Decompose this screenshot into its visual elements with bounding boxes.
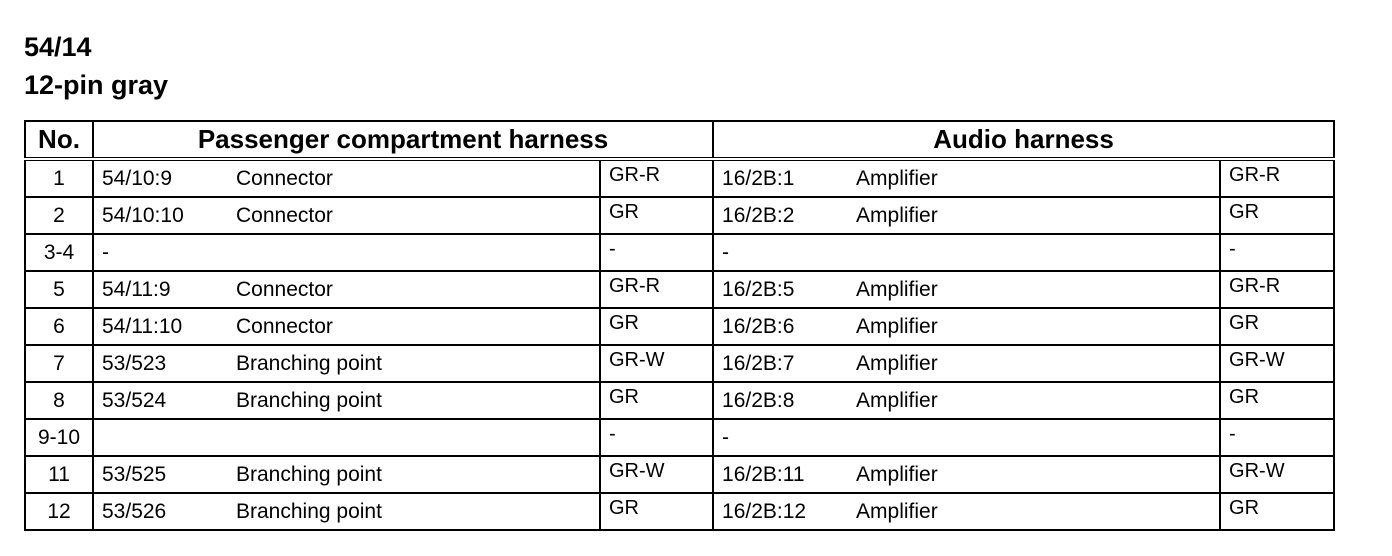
table-row	[25, 308, 1334, 345]
audio-harness-ref-cell: 16/2B:12	[713, 493, 848, 530]
audio-harness-desc-cell: Amplifier	[848, 345, 1220, 382]
passenger-harness-desc-cell: Connector	[228, 271, 600, 308]
passenger-harness-color-cell	[600, 382, 713, 419]
wire-color-text: GR-W	[609, 349, 665, 371]
passenger-harness-ref-cell: -	[93, 234, 228, 271]
passenger-harness-ref-cell: 54/11:9	[93, 271, 228, 308]
passenger-harness-desc-cell: Connector	[228, 159, 600, 197]
passenger-harness-color-cell	[600, 159, 713, 197]
passenger-harness-color-cell	[600, 493, 713, 530]
passenger-harness-ref-cell: 53/525	[93, 456, 228, 493]
passenger-harness-ref-cell: 53/524	[93, 382, 228, 419]
pin-number-cell: 5	[25, 271, 93, 308]
audio-harness-desc-cell: Amplifier	[848, 382, 1220, 419]
audio-harness-color-cell	[1220, 159, 1334, 197]
wire-color-text: GR-R	[609, 275, 661, 297]
audio-harness-color-cell	[1220, 234, 1334, 271]
audio-harness-ref-cell: 16/2B:5	[713, 271, 848, 308]
passenger-harness-color-cell	[600, 197, 713, 234]
wire-color-text: GR	[609, 201, 639, 223]
audio-harness-desc-cell: Amplifier	[848, 271, 1220, 308]
passenger-harness-color-cell	[600, 234, 713, 271]
header-no: No.	[25, 121, 93, 159]
wire-color-text: GR-R	[609, 164, 661, 186]
passenger-harness-desc-cell	[228, 419, 600, 456]
audio-harness-desc-cell	[848, 234, 1220, 271]
passenger-harness-color-cell	[600, 345, 713, 382]
pin-number-cell: 6	[25, 308, 93, 345]
wire-color-text: GR	[1229, 312, 1260, 334]
audio-harness-desc-cell: Amplifier	[848, 197, 1220, 234]
passenger-harness-ref-cell: 54/10:9	[93, 159, 228, 197]
wire-color-text: -	[609, 238, 616, 260]
wire-color-text: GR	[1229, 201, 1260, 223]
wire-color-text: GR-W	[609, 460, 665, 482]
connector-id: 54/14	[24, 32, 92, 62]
audio-harness-ref-cell: -	[713, 419, 848, 456]
wire-color-text: GR-W	[1229, 349, 1285, 371]
passenger-harness-ref-cell: 54/10:10	[93, 197, 228, 234]
audio-harness-ref-cell: 16/2B:2	[713, 197, 848, 234]
table-row	[25, 456, 1334, 493]
wire-color-text: -	[1229, 423, 1236, 445]
passenger-harness-color-cell	[600, 419, 713, 456]
pin-number-cell: 11	[25, 456, 93, 493]
audio-harness-color-cell	[1220, 197, 1334, 234]
table-row	[25, 234, 1334, 271]
pin-number-cell: 1	[25, 159, 93, 197]
table-header-row	[25, 121, 1334, 159]
wire-color-text: GR-R	[1229, 164, 1281, 186]
header-audio-harness: Audio harness	[713, 121, 1334, 159]
table-row	[25, 271, 1334, 308]
audio-harness-ref-cell: 16/2B:1	[713, 159, 848, 197]
table-row	[25, 419, 1334, 456]
audio-harness-ref-cell: 16/2B:6	[713, 308, 848, 345]
passenger-harness-desc-cell: Branching point	[228, 345, 600, 382]
pin-number-cell: 8	[25, 382, 93, 419]
table-row	[25, 159, 1334, 197]
table-row	[25, 345, 1334, 382]
audio-harness-ref-cell: 16/2B:8	[713, 382, 848, 419]
audio-harness-color-cell	[1220, 308, 1334, 345]
audio-harness-desc-cell: Amplifier	[848, 456, 1220, 493]
table-row	[25, 197, 1334, 234]
wire-color-text: GR-W	[1229, 460, 1285, 482]
passenger-harness-desc-cell: Branching point	[228, 493, 600, 530]
table-row	[25, 382, 1334, 419]
passenger-harness-color-cell	[600, 271, 713, 308]
passenger-harness-desc-cell	[228, 234, 600, 271]
audio-harness-ref-cell: 16/2B:11	[713, 456, 848, 493]
wire-color-text: GR	[609, 386, 639, 408]
wire-color-text: -	[1229, 238, 1236, 260]
audio-harness-desc-cell: Amplifier	[848, 493, 1220, 530]
passenger-harness-color-cell	[600, 308, 713, 345]
pin-number-cell: 9-10	[25, 419, 93, 456]
page-heading	[24, 28, 168, 104]
wire-color-text: GR	[609, 312, 639, 334]
passenger-harness-desc-cell: Connector	[228, 197, 600, 234]
pin-number-cell: 12	[25, 493, 93, 530]
passenger-harness-desc-cell: Branching point	[228, 382, 600, 419]
audio-harness-desc-cell	[848, 419, 1220, 456]
audio-harness-ref-cell: 16/2B:7	[713, 345, 848, 382]
passenger-harness-ref-cell	[93, 419, 228, 456]
passenger-harness-desc-cell: Branching point	[228, 456, 600, 493]
audio-harness-color-cell	[1220, 493, 1334, 530]
wire-color-text: GR	[1229, 386, 1260, 408]
passenger-harness-ref-cell: 53/526	[93, 493, 228, 530]
passenger-harness-color-cell	[600, 456, 713, 493]
audio-harness-color-cell	[1220, 271, 1334, 308]
table-row	[25, 493, 1334, 530]
wire-color-text: -	[609, 423, 616, 445]
pin-number-cell: 3-4	[25, 234, 93, 271]
header-passenger-compartment-harness: Passenger compartment harness	[93, 121, 713, 159]
audio-harness-ref-cell: -	[713, 234, 848, 271]
audio-harness-desc-cell: Amplifier	[848, 159, 1220, 197]
audio-harness-color-cell	[1220, 382, 1334, 419]
pin-number-cell: 7	[25, 345, 93, 382]
pin-number-cell: 2	[25, 197, 93, 234]
connector-description: 12-pin gray	[24, 70, 169, 100]
audio-harness-desc-cell: Amplifier	[848, 308, 1220, 345]
table-body	[25, 159, 1334, 530]
audio-harness-color-cell	[1220, 345, 1334, 382]
wire-color-text: GR	[1229, 497, 1260, 519]
audio-harness-color-cell	[1220, 419, 1334, 456]
passenger-harness-desc-cell: Connector	[228, 308, 600, 345]
wire-color-text: GR	[609, 497, 639, 519]
pin-assignment-table	[24, 120, 1335, 531]
audio-harness-color-cell	[1220, 456, 1334, 493]
wire-color-text: GR-R	[1229, 275, 1281, 297]
passenger-harness-ref-cell: 54/11:10	[93, 308, 228, 345]
passenger-harness-ref-cell: 53/523	[93, 345, 228, 382]
